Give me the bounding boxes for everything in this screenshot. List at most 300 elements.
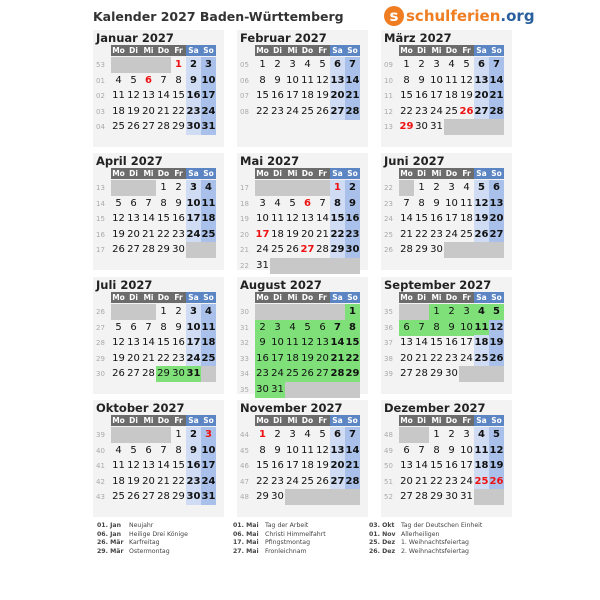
- holiday-name: Tag der Arbeit: [265, 522, 309, 529]
- week-row: [240, 304, 360, 320]
- day-cell: 7: [145, 321, 152, 333]
- empty-day-cell: [459, 366, 474, 382]
- week-row: [240, 196, 360, 212]
- day-cell: 27: [300, 244, 315, 255]
- holiday-date: 06. Jan: [97, 530, 121, 538]
- day-cell: 28: [142, 368, 155, 379]
- month-title: Juli 2027: [96, 278, 153, 292]
- weekday-label: Sa: [186, 415, 201, 426]
- day-cell: 5: [300, 320, 315, 336]
- empty-day-cell: [459, 119, 474, 135]
- day-cell: 14: [415, 460, 428, 471]
- day-cell: 4: [201, 304, 216, 320]
- day-cell: 4: [474, 427, 489, 443]
- day-cell: 27: [489, 227, 504, 243]
- day-cell: 30: [186, 119, 201, 135]
- week-number: 26: [96, 308, 105, 316]
- week-row: [384, 57, 504, 73]
- holiday-name: Neujahr: [129, 522, 154, 529]
- day-cell: 31: [430, 121, 443, 132]
- weekday-label: Sa: [186, 292, 201, 303]
- weekday-header: [255, 292, 360, 303]
- day-cell: 30: [430, 244, 443, 255]
- day-cell: 9: [418, 74, 425, 86]
- week-number: 17: [96, 246, 105, 254]
- week-number: 42: [96, 477, 105, 486]
- day-cell: 7: [418, 444, 425, 456]
- day-cell: 3: [289, 429, 296, 440]
- week-row: [240, 88, 360, 104]
- week-number: 01: [96, 76, 105, 85]
- week-row: [96, 196, 216, 212]
- holiday-date: 29. Mär: [97, 547, 124, 555]
- empty-day-cell: [300, 258, 315, 274]
- day-cell: 23: [345, 227, 360, 243]
- week-row: [96, 57, 216, 73]
- day-cell: 24: [460, 475, 473, 487]
- day-cell: 6: [330, 427, 345, 443]
- weekday-label: Fr: [174, 46, 183, 55]
- day-cell: 5: [319, 59, 326, 70]
- weekday-label: Di: [273, 169, 282, 178]
- day-cell: 19: [316, 460, 329, 471]
- weekday-label: So: [201, 45, 216, 56]
- day-cell: 10: [460, 444, 473, 456]
- month-title: März 2027: [384, 31, 452, 45]
- week-number: 30: [96, 370, 105, 378]
- week-row: [240, 366, 360, 382]
- weekday-label: Do: [157, 416, 170, 425]
- holiday-entry: [97, 539, 232, 548]
- day-cell: 9: [444, 320, 459, 336]
- day-cell: 22: [345, 351, 360, 367]
- week-row: [384, 489, 504, 505]
- day-cell: 12: [316, 444, 329, 456]
- empty-day-cell: [414, 427, 429, 443]
- day-cell: 25: [112, 121, 125, 132]
- weekday-label: Sa: [186, 168, 201, 179]
- empty-day-cell: [330, 258, 345, 274]
- empty-day-cell: [285, 258, 300, 274]
- day-cell: 25: [460, 228, 473, 240]
- day-cell: 26: [127, 491, 140, 502]
- day-cell: 17: [445, 213, 458, 224]
- empty-day-cell: [330, 489, 345, 505]
- day-cell: 19: [127, 475, 140, 487]
- day-cell: 29: [430, 491, 443, 502]
- day-cell: 6: [474, 57, 489, 73]
- week-number: 43: [96, 493, 105, 501]
- day-cell: 24: [286, 105, 299, 117]
- week-number: 14: [96, 199, 105, 208]
- weekday-label: Fr: [174, 416, 183, 425]
- day-cell: 2: [175, 306, 182, 317]
- week-row: [384, 104, 504, 120]
- day-cell: 30: [255, 382, 270, 398]
- holiday-name: Christi Himmelfahrt: [265, 530, 326, 538]
- month-block: [381, 30, 512, 147]
- day-cell: 9: [433, 197, 440, 209]
- day-cell: 14: [415, 337, 428, 348]
- day-cell: 8: [345, 320, 360, 336]
- month-block: [237, 277, 368, 394]
- holiday-entry: [233, 531, 368, 540]
- day-cell: 1: [160, 182, 167, 193]
- day-cell: 26: [489, 474, 504, 490]
- day-cell: 3: [448, 182, 455, 193]
- week-row: [384, 211, 504, 227]
- day-cell: 3: [459, 304, 474, 320]
- week-row: [96, 366, 216, 382]
- day-cell: 27: [127, 368, 140, 379]
- empty-day-cell: [345, 382, 360, 398]
- holiday-name: Karfreitag: [129, 539, 160, 546]
- day-cell: 20: [330, 88, 345, 104]
- day-cell: 5: [319, 429, 326, 440]
- holiday-date: 26. Mär: [97, 539, 124, 546]
- day-cell: 21: [489, 88, 504, 104]
- week-row: [96, 304, 216, 320]
- weekday-label: Mo: [400, 169, 413, 178]
- day-cell: 27: [315, 366, 330, 382]
- weekday-label: Mi: [143, 293, 154, 302]
- week-number: 39: [96, 431, 105, 439]
- day-cell: 2: [186, 427, 201, 443]
- week-number: 45: [240, 446, 249, 455]
- day-cell: 9: [186, 73, 201, 89]
- day-cell: 20: [400, 352, 413, 364]
- week-number: 35: [240, 385, 249, 394]
- day-cell: 14: [345, 443, 360, 459]
- empty-day-cell: [474, 489, 489, 505]
- week-number: 27: [96, 323, 105, 332]
- week-row: [96, 427, 216, 443]
- day-cell: 23: [172, 352, 185, 364]
- day-cell: 7: [489, 57, 504, 73]
- day-cell: 13: [330, 73, 345, 89]
- day-cell: 4: [115, 444, 122, 456]
- empty-day-cell: [126, 57, 141, 73]
- day-cell: 10: [286, 74, 299, 86]
- week-row: [240, 382, 360, 398]
- day-cell: 25: [201, 351, 216, 367]
- week-row: [384, 119, 504, 135]
- weekday-label: Mo: [256, 416, 269, 425]
- empty-day-cell: [399, 304, 414, 320]
- day-cell: 12: [127, 460, 140, 471]
- week-row: [96, 180, 216, 196]
- day-cell: 4: [285, 320, 300, 336]
- weekday-label: Mo: [112, 46, 125, 55]
- day-cell: 19: [286, 228, 299, 240]
- day-cell: 21: [345, 458, 360, 474]
- holiday-column: [233, 522, 368, 556]
- day-cell: 22: [430, 352, 443, 364]
- day-cell: 6: [315, 320, 330, 336]
- day-cell: 26: [112, 368, 125, 379]
- weekday-label: Di: [129, 416, 138, 425]
- day-cell: 11: [271, 213, 284, 224]
- day-cell: 4: [274, 197, 281, 209]
- month-title: Februar 2027: [240, 31, 327, 45]
- week-number: 23: [384, 199, 393, 208]
- weekday-label: Mo: [400, 416, 413, 425]
- empty-day-cell: [126, 180, 141, 196]
- day-cell: 19: [300, 351, 315, 367]
- week-number: 13: [384, 123, 393, 131]
- empty-day-cell: [459, 242, 474, 258]
- day-cell: 1: [175, 59, 182, 70]
- holiday-date: 01. Mai: [233, 522, 259, 529]
- weekday-label: Mo: [256, 46, 269, 55]
- weekday-label: Di: [129, 293, 138, 302]
- day-cell: 3: [270, 320, 285, 336]
- week-number: 28: [96, 339, 105, 347]
- weekday-label: So: [489, 45, 504, 56]
- day-cell: 25: [271, 244, 284, 255]
- day-cell: 11: [301, 74, 314, 86]
- day-cell: 25: [301, 105, 314, 117]
- weekday-label: Do: [157, 169, 170, 178]
- week-number: 50: [384, 462, 393, 470]
- day-cell: 8: [259, 74, 266, 86]
- weekday-label: Sa: [474, 292, 489, 303]
- week-number: 39: [384, 370, 393, 378]
- day-cell: 25: [445, 105, 458, 117]
- day-cell: 16: [186, 458, 201, 474]
- empty-day-cell: [489, 366, 504, 382]
- day-cell: 25: [201, 227, 216, 243]
- day-cell: 7: [145, 197, 152, 209]
- day-cell: 4: [463, 182, 470, 193]
- day-cell: 13: [142, 90, 155, 101]
- day-cell: 28: [330, 366, 345, 382]
- empty-day-cell: [300, 489, 315, 505]
- day-cell: 13: [301, 213, 314, 224]
- day-cell: 25: [474, 474, 489, 490]
- day-cell: 7: [160, 74, 167, 86]
- day-cell: 31: [201, 489, 216, 505]
- week-number: 38: [384, 354, 393, 363]
- week-row: [240, 258, 360, 274]
- holiday-name: 2. Weihnachtsfeiertag: [401, 547, 469, 555]
- day-cell: 8: [403, 74, 410, 86]
- weekday-label: Fr: [318, 293, 327, 302]
- day-cell: 23: [430, 228, 443, 240]
- holiday-name: Fronleichnam: [265, 547, 307, 555]
- day-cell: 13: [127, 337, 140, 348]
- day-cell: 5: [115, 321, 122, 333]
- week-number: 37: [384, 339, 393, 347]
- day-cell: 26: [316, 105, 329, 117]
- day-cell: 19: [460, 90, 473, 101]
- weekday-label: Mi: [431, 416, 442, 425]
- weekday-header: [399, 292, 504, 303]
- day-cell: 11: [285, 335, 300, 351]
- empty-day-cell: [315, 489, 330, 505]
- day-cell: 10: [430, 74, 443, 86]
- week-number: 02: [96, 92, 105, 100]
- holiday-entry: [233, 548, 368, 557]
- week-number: 41: [96, 462, 105, 470]
- day-cell: 13: [142, 460, 155, 471]
- weekday-label: Mi: [143, 169, 154, 178]
- day-cell: 14: [345, 73, 360, 89]
- day-cell: 3: [201, 57, 216, 73]
- day-cell: 30: [171, 366, 186, 382]
- holiday-entry: [233, 539, 368, 548]
- empty-day-cell: [111, 304, 126, 320]
- day-cell: 22: [157, 228, 170, 240]
- day-cell: 2: [274, 429, 281, 440]
- day-cell: 27: [142, 121, 155, 132]
- empty-day-cell: [330, 304, 345, 320]
- day-cell: 4: [474, 304, 489, 320]
- week-number: 47: [240, 477, 249, 486]
- day-cell: 18: [112, 475, 125, 487]
- day-cell: 29: [256, 491, 269, 502]
- day-cell: 6: [130, 197, 137, 209]
- day-cell: 18: [474, 458, 489, 474]
- week-row: [384, 304, 504, 320]
- empty-day-cell: [141, 427, 156, 443]
- week-number: 33: [240, 354, 249, 363]
- day-cell: 20: [315, 351, 330, 367]
- month-title: September 2027: [384, 278, 492, 292]
- day-cell: 13: [127, 213, 140, 224]
- day-cell: 17: [255, 228, 270, 240]
- day-cell: 10: [445, 197, 458, 209]
- empty-day-cell: [141, 57, 156, 73]
- day-cell: 20: [127, 352, 140, 364]
- weekday-header: [111, 292, 216, 303]
- weekday-label: Di: [273, 293, 282, 302]
- holiday-name: Allerheiligen: [401, 530, 440, 538]
- day-cell: 3: [259, 197, 266, 209]
- day-cell: 8: [160, 197, 167, 209]
- day-cell: 26: [112, 244, 125, 255]
- day-cell: 8: [330, 196, 345, 212]
- day-cell: 29: [172, 491, 185, 502]
- day-cell: 18: [112, 105, 125, 117]
- holiday-name: Pfingstmontag: [265, 539, 311, 546]
- day-cell: 7: [345, 427, 360, 443]
- day-cell: 9: [345, 196, 360, 212]
- day-cell: 18: [301, 90, 314, 101]
- day-cell: 29: [172, 121, 185, 132]
- empty-day-cell: [444, 119, 459, 135]
- day-cell: 3: [463, 429, 470, 440]
- day-cell: 11: [112, 90, 125, 101]
- day-cell: 21: [330, 351, 345, 367]
- day-cell: 15: [256, 460, 269, 471]
- empty-day-cell: [156, 57, 171, 73]
- day-cell: 21: [400, 228, 413, 240]
- day-cell: 12: [300, 335, 315, 351]
- week-number: 06: [240, 76, 249, 85]
- week-row: [96, 351, 216, 367]
- month-block: [237, 400, 368, 517]
- week-row: [96, 489, 216, 505]
- empty-day-cell: [474, 366, 489, 382]
- day-cell: 24: [201, 474, 216, 490]
- day-cell: 24: [186, 351, 201, 367]
- week-number: 16: [96, 230, 105, 239]
- day-cell: 23: [186, 474, 201, 490]
- day-cell: 16: [445, 337, 458, 348]
- day-cell: 15: [430, 337, 443, 348]
- day-cell: 21: [345, 88, 360, 104]
- day-cell: 20: [330, 458, 345, 474]
- holiday-date: 25. Dez: [369, 539, 396, 546]
- day-cell: 20: [127, 228, 140, 240]
- day-cell: 22: [400, 105, 413, 117]
- day-cell: 16: [271, 90, 284, 101]
- weekday-label: Mi: [287, 293, 298, 302]
- day-cell: 1: [403, 59, 410, 70]
- day-cell: 29: [399, 121, 414, 132]
- day-cell: 2: [175, 182, 182, 193]
- day-cell: 23: [271, 475, 284, 487]
- day-cell: 11: [301, 444, 314, 456]
- day-cell: 9: [175, 321, 182, 333]
- day-cell: 14: [157, 460, 170, 471]
- day-cell: 15: [415, 213, 428, 224]
- day-cell: 23: [255, 366, 270, 382]
- day-cell: 25: [285, 366, 300, 382]
- day-cell: 30: [415, 121, 428, 132]
- day-cell: 24: [201, 104, 216, 120]
- empty-day-cell: [300, 382, 315, 398]
- day-cell: 6: [403, 444, 410, 456]
- empty-day-cell: [285, 180, 300, 196]
- week-number: 40: [96, 446, 105, 455]
- day-cell: 22: [330, 227, 345, 243]
- day-cell: 13: [330, 443, 345, 459]
- day-cell: 28: [316, 244, 329, 255]
- day-cell: 29: [157, 244, 170, 255]
- weekday-header: [399, 168, 504, 179]
- day-cell: 31: [186, 366, 201, 382]
- day-cell: 4: [201, 180, 216, 196]
- day-cell: 12: [112, 337, 125, 348]
- empty-day-cell: [201, 366, 216, 382]
- month-block: [93, 30, 224, 147]
- day-cell: 9: [274, 444, 281, 456]
- day-cell: 11: [112, 460, 125, 471]
- empty-day-cell: [156, 427, 171, 443]
- day-cell: 18: [201, 211, 216, 227]
- weekday-label: Fr: [462, 46, 471, 55]
- week-row: [96, 227, 216, 243]
- day-cell: 28: [415, 368, 428, 379]
- day-cell: 13: [315, 335, 330, 351]
- holiday-entry: [97, 548, 232, 557]
- week-row: [240, 489, 360, 505]
- day-cell: 17: [201, 88, 216, 104]
- day-cell: 16: [186, 88, 201, 104]
- day-cell: 16: [430, 213, 443, 224]
- week-number: 22: [240, 261, 249, 270]
- day-cell: 11: [201, 320, 216, 336]
- day-cell: 1: [330, 180, 345, 196]
- day-cell: 22: [256, 105, 269, 117]
- holiday-date: 01. Jan: [97, 522, 121, 529]
- weekday-label: Do: [157, 293, 170, 302]
- empty-day-cell: [474, 242, 489, 258]
- day-cell: 3: [186, 304, 201, 320]
- holiday-date: 01. Nov: [369, 530, 396, 538]
